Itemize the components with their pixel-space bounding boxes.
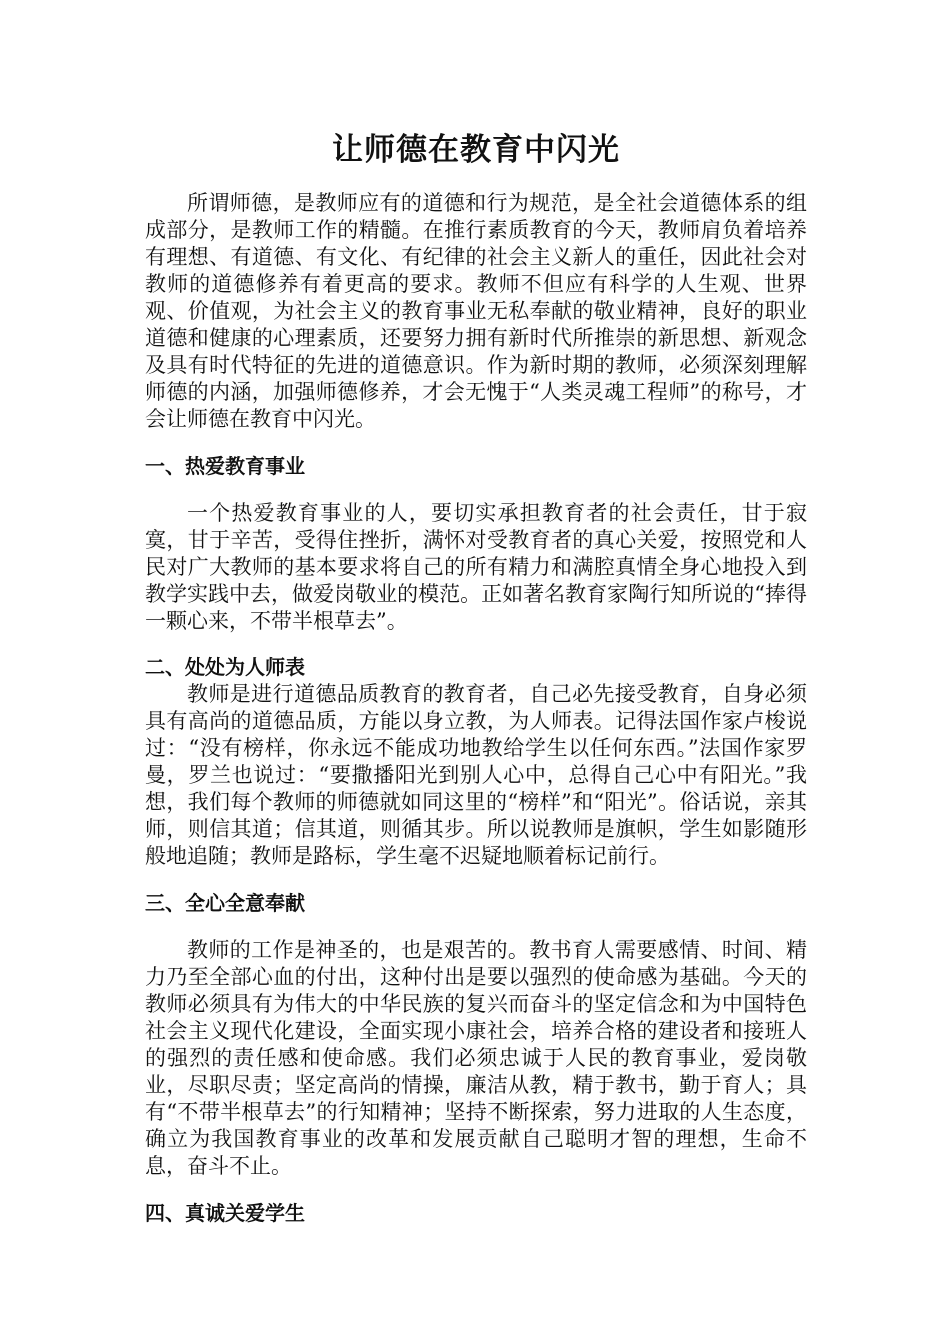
section-heading-3: 三、全心全意奉献	[145, 891, 305, 915]
section-paragraph-1: 一个热爱教育事业的人，要切实承担教育者的社会责任，甘于寂寞，甘于辛苦，受得住挫折，满怀对受教育者的真心关爱，按照党和人民对广大教师的基本要求将自己的所有精力和满腔真情全身心地投入到教学实践中去，做爱岗敬业的模范。正如著名教育家陶行知所说的“捧得一颗心来，不带半根草去”。	[145, 501, 807, 633]
section-heading-1: 一、热爱教育事业	[145, 454, 305, 478]
section-heading-2: 二、处处为人师表	[145, 655, 305, 679]
section-paragraph-3: 教师的工作是神圣的，也是艰苦的。教书育人需要感情、时间、精力乃至全部心血的付出，这种付出是要以强烈的使命感为基础。今天的教师必须具有为伟大的中华民族的复兴而奋斗的坚定信念和为中国特色社会主义现代化建设，全面实现小康社会，培养合格的建设者和接班人的强烈的责任感和使命感。我们必须忠诚于人民的教育事业，爱岗敬业，尽职尽责；坚定高尚的情操，廉洁从教，精于教书，勤于育人；具有“不带半根草去”的行知精神；坚持不断探索，努力进取的人生态度，确立为我国教育事业的改革和发展贡献自己聪明才智的理想，生命不息，奋斗不止。	[145, 938, 807, 1178]
spacer	[145, 870, 807, 890]
spacer	[145, 917, 807, 937]
section-heading-4: 四、真诚关爱学生	[145, 1201, 305, 1225]
spacer	[145, 480, 807, 500]
spacer	[145, 635, 807, 654]
spacer	[145, 1180, 807, 1200]
document-page	[145, 130, 807, 1227]
spacer	[145, 433, 807, 453]
intro-paragraph: 所谓师德，是教师应有的道德和行为规范，是全社会道德体系的组成部分，是教师工作的精髓。在推行素质教育的今天，教师肩负着培养有理想、有道德、有文化、有纪律的社会主义新人的重任，因此社会对教师的道德修养有着更高的要求。教师不但应有科学的人生观、世界观、价值观，为社会主义的教育事业无私奉献的敬业精神，良好的职业道德和健康的心理素质，还要努力拥有新时代所推崇的新思想、新观念及具有时代特征的先进的道德意识。作为新时期的教师，必须深刻理解师德的内涵，加强师德修养，才会无愧于“人类灵魂工程师”的称号，才会让师德在教育中闪光。	[145, 191, 807, 431]
document-title: 让师德在教育中闪光	[332, 132, 620, 168]
section-paragraph-2: 教师是进行道德品质教育的教育者，自己必先接受教育，自身必须具有高尚的道德品质，方能以身立教，为人师表。记得法国作家卢梭说过：“没有榜样，你永远不能成功地教给学生以任何东西。”法国作家罗曼，罗兰也说过：“要撒播阳光到别人心中，总得自己心中有阳光。”我想，我们每个教师的师德就如同这里的“榜样”和“阳光”。俗话说，亲其师，则信其道；信其道，则循其步。所以说教师是旗帜，学生如影随形般地追随；教师是路标，学生毫不迟疑地顺着标记前行。	[145, 682, 807, 868]
